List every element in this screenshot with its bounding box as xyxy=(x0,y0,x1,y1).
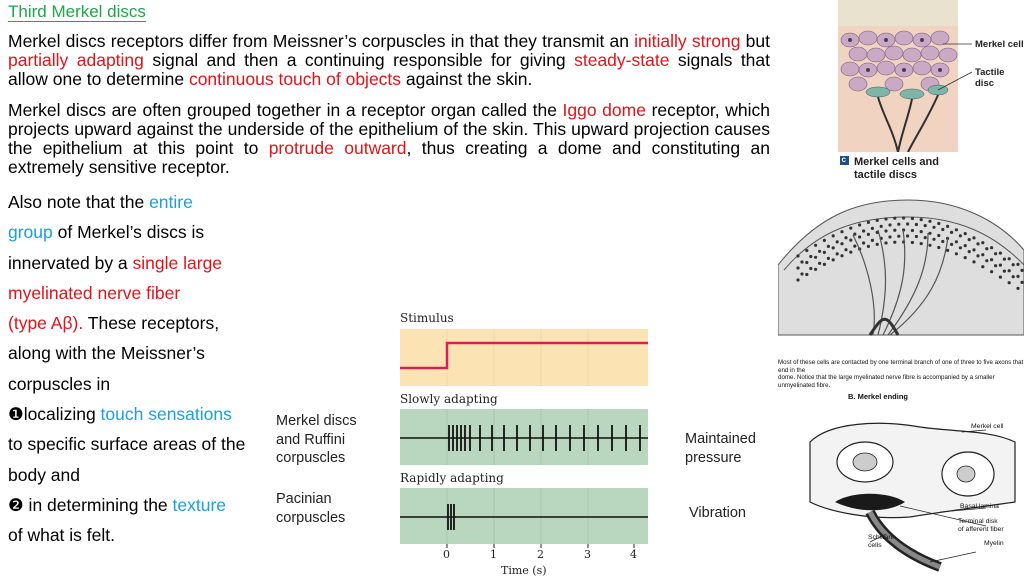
epidermal-dot xyxy=(836,252,839,255)
epidermal-dot xyxy=(805,261,808,264)
epidermal-dot xyxy=(972,236,975,239)
epidermal-dot xyxy=(1008,269,1011,272)
epidermal-dot xyxy=(849,251,852,254)
tick-label: 4 xyxy=(630,548,637,561)
epidermal-dot xyxy=(876,243,879,246)
epidermal-dot xyxy=(840,242,843,245)
epidermal-dot xyxy=(805,249,808,252)
epidermal-dot xyxy=(999,252,1002,255)
epidermal-dot xyxy=(867,221,870,224)
epidermal-dot xyxy=(941,240,944,243)
pacinian-label: Pacinian corpuscles xyxy=(276,491,346,526)
epidermal-dot xyxy=(862,229,865,232)
basal-lamina-label: Basal lamina xyxy=(960,503,999,510)
epidermal-dot xyxy=(893,229,896,232)
slow-adapting-label: Slowly adapting xyxy=(400,392,498,406)
epidermal-dot xyxy=(1012,275,1015,278)
epidermal-dot xyxy=(937,246,940,249)
epidermal-dot xyxy=(928,244,931,247)
epidermal-dot xyxy=(976,254,979,257)
epidermal-dot xyxy=(818,262,821,265)
tactile-disc-label: Tactile disc xyxy=(975,67,1005,89)
paragraph-innervation: Also note that the entire group of Merkel’s discs is innervated by a single large myelinated nerve fiber (type Aβ). These receptors, along with the Meissner’s corpuscles in ❶localizing touch sensations to specific surface areas of the body and ❷ in determining the texture of what is felt. xyxy=(8,192,246,546)
epidermal-dot xyxy=(827,257,830,260)
epidermal-dot xyxy=(849,239,852,242)
epidermal-dot xyxy=(976,242,979,245)
epidermal-dot xyxy=(844,248,847,251)
epidermal-dot xyxy=(972,260,975,263)
epidermal-dot xyxy=(796,254,799,257)
epidermal-dot xyxy=(836,240,839,243)
vibration-label: Vibration xyxy=(689,505,746,521)
epidermal-dot xyxy=(809,267,812,270)
epidermal-dot xyxy=(853,245,856,248)
epidermal-dot xyxy=(832,234,835,237)
adaptation-graph xyxy=(272,305,772,576)
adaptation-figure xyxy=(272,305,772,576)
tick-label: 2 xyxy=(537,548,544,561)
epidermal-dot xyxy=(823,263,826,266)
epidermal-dot xyxy=(964,244,967,247)
epidermal-dot xyxy=(955,240,958,243)
epidermal-dot xyxy=(941,228,944,231)
ending-merkel-cell-label: Merkel cell xyxy=(971,423,1004,430)
epidermal-dot xyxy=(876,219,879,222)
epidermal-dot xyxy=(990,270,993,273)
epidermal-dot xyxy=(968,250,971,253)
stimulus-label: Stimulus xyxy=(400,311,454,325)
epidermal-dot xyxy=(893,217,896,220)
epidermal-dot xyxy=(928,232,931,235)
paragraph-merkel-signal: Merkel discs receptors differ from Meissner’s corpuscles in that they transmit an initially strong but partially adapting signal and then a continuing responsible for giving steady-state signals that allow one to determine continuous touch of objects against the skin. xyxy=(8,31,771,89)
epidermal-dot xyxy=(827,245,830,248)
epidermal-dot xyxy=(937,234,940,237)
epidermal-dot xyxy=(920,242,923,245)
epidermal-dot xyxy=(1003,270,1006,273)
epidermal-dot xyxy=(871,239,874,242)
merkel-ending-figure xyxy=(790,390,1024,576)
epidermal-dot xyxy=(844,236,847,239)
epidermal-dot xyxy=(964,256,967,259)
stimulus-panel xyxy=(400,329,648,386)
epidermal-dot xyxy=(832,246,835,249)
epidermal-dot xyxy=(823,239,826,242)
epidermal-dot xyxy=(920,230,923,233)
merkel-ending-title: B. Merkel ending xyxy=(848,392,909,401)
epidermal-dot xyxy=(884,217,887,220)
epidermal-dot xyxy=(990,258,993,261)
epidermal-dot xyxy=(981,265,984,268)
epidermal-dot xyxy=(955,228,958,231)
epidermal-dot xyxy=(985,247,988,250)
epidermal-dot xyxy=(1012,263,1015,266)
epidermal-dot xyxy=(915,223,918,226)
tick-label: 1 xyxy=(490,548,497,561)
epidermal-dot xyxy=(823,251,826,254)
epidermal-dot xyxy=(893,241,896,244)
maintained-pressure-label: Maintained pressure xyxy=(685,431,756,466)
epidermal-dot xyxy=(994,264,997,267)
epidermal-dot xyxy=(1003,258,1006,261)
epidermal-dot xyxy=(932,238,935,241)
epidermal-dot xyxy=(924,236,927,239)
rapid-adapting-panel xyxy=(400,488,648,544)
iggo-dome-figure xyxy=(778,195,1024,389)
tick-label: 3 xyxy=(584,548,591,561)
epidermal-dot xyxy=(911,241,914,244)
merkel-histology-figure xyxy=(838,0,1024,184)
epidermal-dot xyxy=(796,278,799,281)
epidermal-dot xyxy=(1016,275,1019,278)
epidermal-dot xyxy=(1016,287,1019,290)
schwann-cells-label: Schwann cells xyxy=(868,534,896,549)
epidermal-dot xyxy=(897,235,900,238)
epidermal-dot xyxy=(902,216,905,219)
epidermal-dot xyxy=(858,235,861,238)
epidermal-dot xyxy=(911,217,914,220)
histology-caption: Merkel cells and tactile discs xyxy=(854,156,939,181)
epidermal-dot xyxy=(840,254,843,257)
epidermal-dot xyxy=(884,229,887,232)
epidermal-dot xyxy=(915,235,918,238)
epidermal-dot xyxy=(994,252,997,255)
epidermal-dot xyxy=(981,253,984,256)
epidermal-dot xyxy=(985,259,988,262)
epidermal-dot xyxy=(946,225,949,228)
epidermal-dot xyxy=(924,224,927,227)
epidermal-dot xyxy=(959,246,962,249)
merkel-cell-label: Merkel cell xyxy=(975,39,1024,50)
epidermal-dot xyxy=(999,264,1002,267)
dome-caption: Most of these cells are contacted by one terminal branch of one of three to five axons that end in the dome. Notice that the large myelinated nerve fibre is accompanied by a smaller unmyelinated fibre. xyxy=(778,359,1024,389)
epidermal-dot xyxy=(840,230,843,233)
epidermal-dot xyxy=(805,273,808,276)
epidermal-dot xyxy=(1008,281,1011,284)
epidermal-dot xyxy=(932,226,935,229)
rapid-adapting-label: Rapidly adapting xyxy=(400,471,504,485)
epidermal-dot xyxy=(937,222,940,225)
epidermal-dot xyxy=(884,241,887,244)
epidermal-dot xyxy=(1016,263,1019,266)
epidermal-dot xyxy=(800,260,803,263)
epidermal-dot xyxy=(990,246,993,249)
epidermal-dot xyxy=(849,227,852,230)
figure-badge-letter: c xyxy=(841,155,846,164)
epidermal-dot xyxy=(814,256,817,259)
epidermal-dot xyxy=(906,234,909,237)
epidermal-dot xyxy=(818,250,821,253)
epidermal-dot xyxy=(981,241,984,244)
epidermal-dot xyxy=(928,220,931,223)
epidermal-dot xyxy=(906,222,909,225)
epidermal-dot xyxy=(959,234,962,237)
epidermal-dot xyxy=(880,225,883,228)
iggo-dome-image xyxy=(778,195,1024,355)
epidermal-dot xyxy=(888,235,891,238)
epidermal-dot xyxy=(955,252,958,255)
paragraph-iggo-dome: Merkel discs are often grouped together in a receptor organ called the Iggo dome receptor, which projects upward against the underside of the epithelium of the skin. This upward projection causes the epithelium at this point to protrude outward, thus creating a dome and constituting an extremely sensitive receptor. xyxy=(8,100,770,177)
epidermal-dot xyxy=(814,268,817,271)
epidermal-dot xyxy=(897,223,900,226)
epidermal-dot xyxy=(867,233,870,236)
epidermal-dot xyxy=(867,245,870,248)
epidermal-dot xyxy=(800,272,803,275)
rapid-spike-train xyxy=(448,504,454,530)
epidermal-dot xyxy=(796,266,799,269)
merkel-ruffini-label: Merkel discs and Ruffini corpuscles xyxy=(276,413,357,466)
time-axis-label: Time (s) xyxy=(501,564,547,577)
epidermal-dot xyxy=(999,276,1002,279)
epidermal-dot xyxy=(968,238,971,241)
epidermal-dot xyxy=(1020,269,1023,272)
epidermal-dot xyxy=(911,229,914,232)
myelin-label: Myelin xyxy=(984,540,1004,547)
epidermal-dot xyxy=(862,241,865,244)
epidermal-dot xyxy=(858,223,861,226)
epidermal-dot xyxy=(950,231,953,234)
epidermal-dot xyxy=(950,243,953,246)
epidermal-dot xyxy=(888,223,891,226)
epidermal-dot xyxy=(814,244,817,247)
epidermal-dot xyxy=(809,255,812,258)
terminal-disk-label: Terminal disk of afferent fiber xyxy=(958,518,1004,533)
epidermal-dot xyxy=(832,258,835,261)
tick-label: 0 xyxy=(443,548,450,561)
epidermal-dot xyxy=(972,248,975,251)
epidermal-dot xyxy=(1008,257,1011,260)
epidermal-dot xyxy=(1020,281,1023,284)
slow-adapting-panel xyxy=(400,409,648,465)
epidermal-dot xyxy=(920,218,923,221)
epidermal-dot xyxy=(964,232,967,235)
slide-heading: Third Merkel discs xyxy=(8,2,146,21)
epidermal-dot xyxy=(871,227,874,230)
